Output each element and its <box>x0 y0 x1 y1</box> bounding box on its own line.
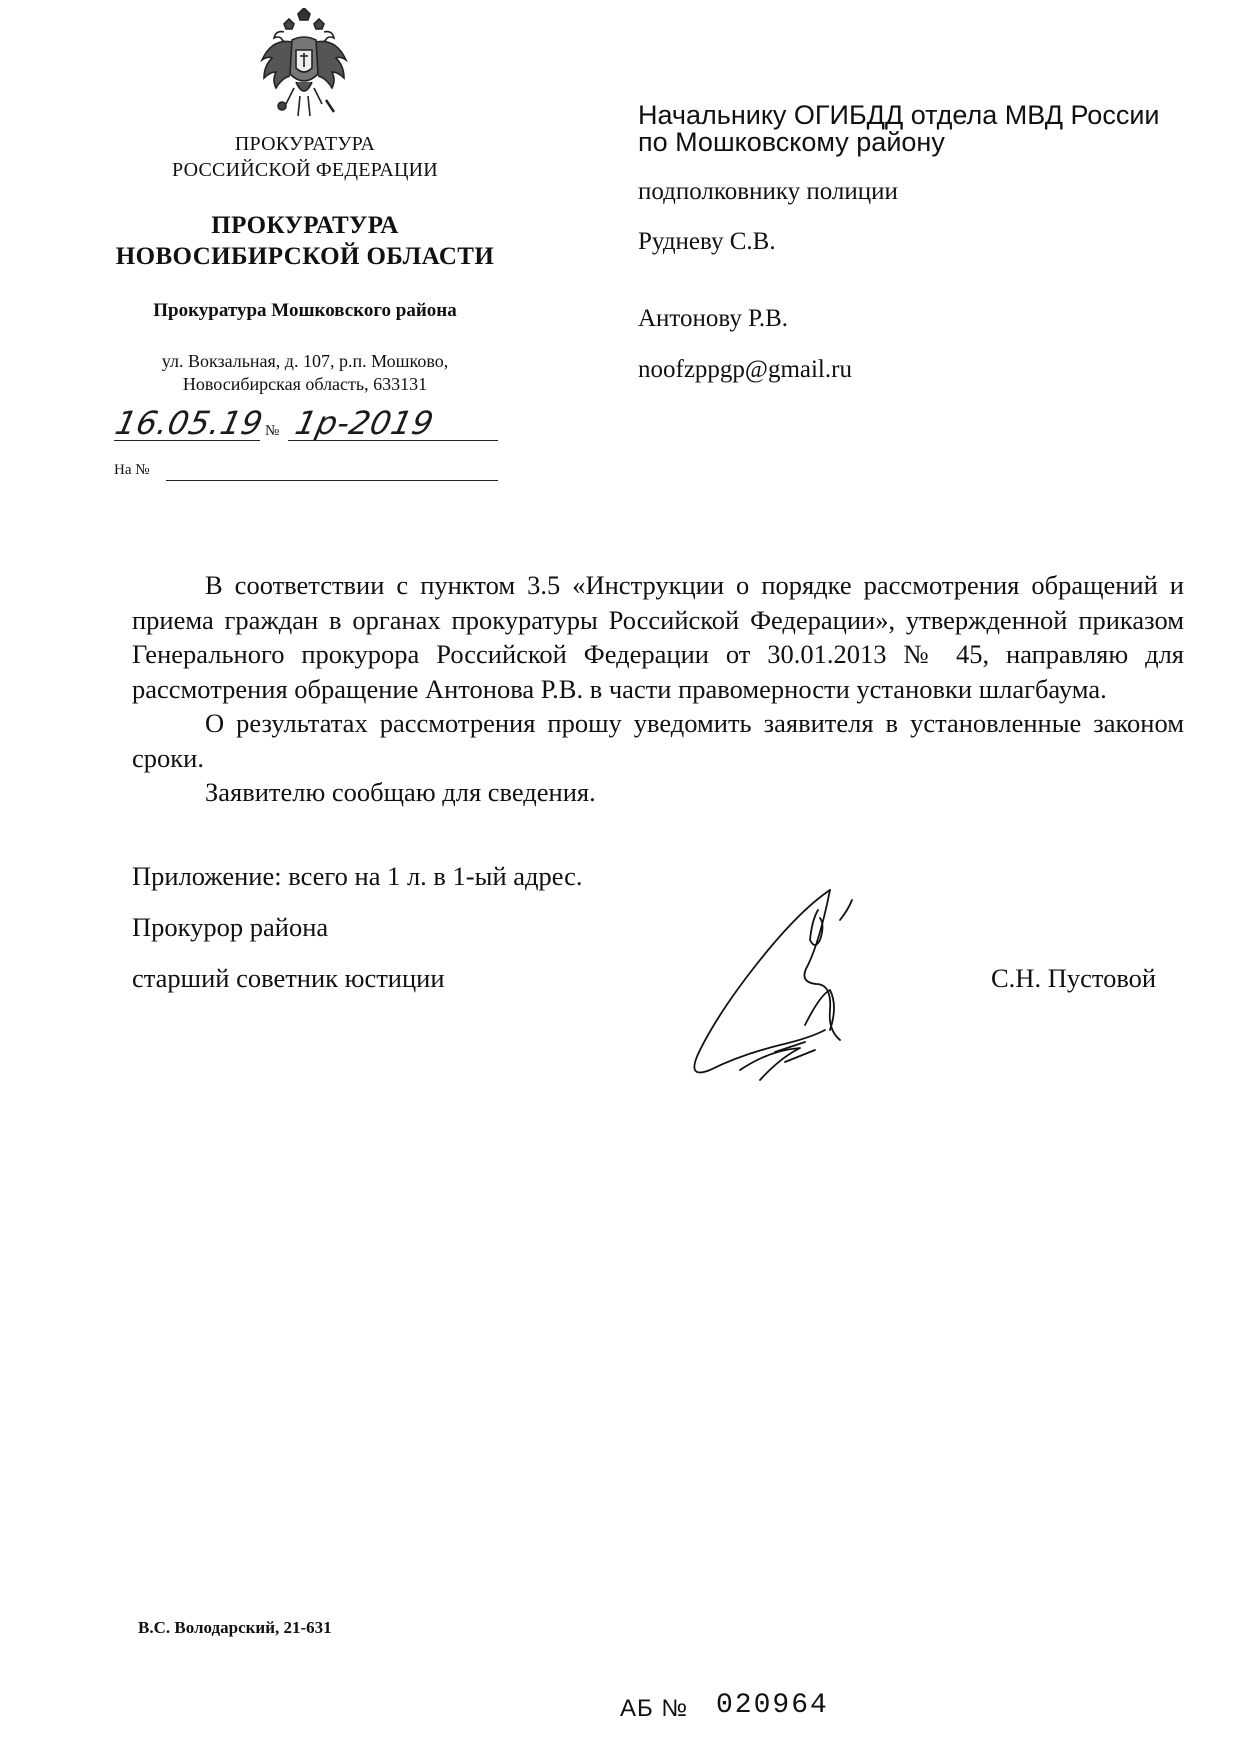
addressee-department: по Мошковскому району <box>638 127 945 157</box>
registration-date: 16.05.19 <box>111 404 267 442</box>
signatory-name: С.Н. Пустовой <box>991 963 1157 993</box>
letterhead-line-region: НОВОСИБИРСКОЙ ОБЛАСТИ <box>115 243 495 270</box>
registration-number-label: № <box>265 423 280 439</box>
registration-date-underline <box>114 440 260 441</box>
addressee-email: noofzppgp@gmail.ru <box>638 356 852 383</box>
attachment-line: Приложение: всего на 1 л. в 1-ый адрес. <box>132 861 583 891</box>
registration-number: 1р-2019 <box>291 404 438 442</box>
signatory-position: Прокурор района <box>132 912 329 942</box>
addressee-position: Начальнику ОГИБДД отдела МВД России <box>638 100 1160 130</box>
letterhead-line-prokuratura: ПРОКУРАТУРА <box>234 133 376 155</box>
letterhead-address-street: ул. Вокзальная, д. 107, р.п. Мошково, <box>161 351 449 371</box>
serial-label: АБ № <box>620 1695 689 1722</box>
reply-number-label: На № <box>114 462 150 478</box>
letterhead-line-prokuratura-bold: ПРОКУРАТУРА <box>211 212 399 239</box>
body-paragraph-2: О результатах рассмотрения прошу уведомить заявителя в установленные законом сроки. <box>132 708 1184 773</box>
double-headed-eagle-emblem-icon <box>254 8 354 120</box>
addressee-name: Рудневу С.В. <box>638 228 776 255</box>
body-paragraph-1: В соответствии с пунктом 3.5 «Инструкции о порядке рассмотрения обращений и приема граждан в органах прокуратуры Российской Федерации», утвержденной приказом Генерального прокурора Российской Федерации от 30.01.2013 № 45, направляю для рассмотрения обращение Антонова Р.В. в части правомерности установки шлагбаума. <box>132 570 1184 704</box>
registration-number-underline <box>288 440 498 441</box>
body-paragraph-3: Заявителю сообщаю для сведения. <box>205 777 596 807</box>
letterhead-line-district: Прокуратура Мошковского района <box>153 300 457 321</box>
addressee-applicant: Антонову Р.В. <box>638 305 789 332</box>
addressee-rank: подполковнику полиции <box>638 178 898 205</box>
letterhead-line-rf: РОССИЙСКОЙ ФЕДЕРАЦИИ <box>172 159 438 181</box>
executor-note: В.С. Володарский, 21-631 <box>138 1618 332 1637</box>
reply-number-underline <box>166 480 498 481</box>
letter-body <box>132 568 1184 810</box>
handwritten-signature-icon <box>680 880 880 1100</box>
signatory-rank: старший советник юстиции <box>132 963 445 993</box>
serial-number: 020964 <box>716 1690 829 1721</box>
letterhead-address-city: Новосибирская область, 633131 <box>182 374 428 394</box>
